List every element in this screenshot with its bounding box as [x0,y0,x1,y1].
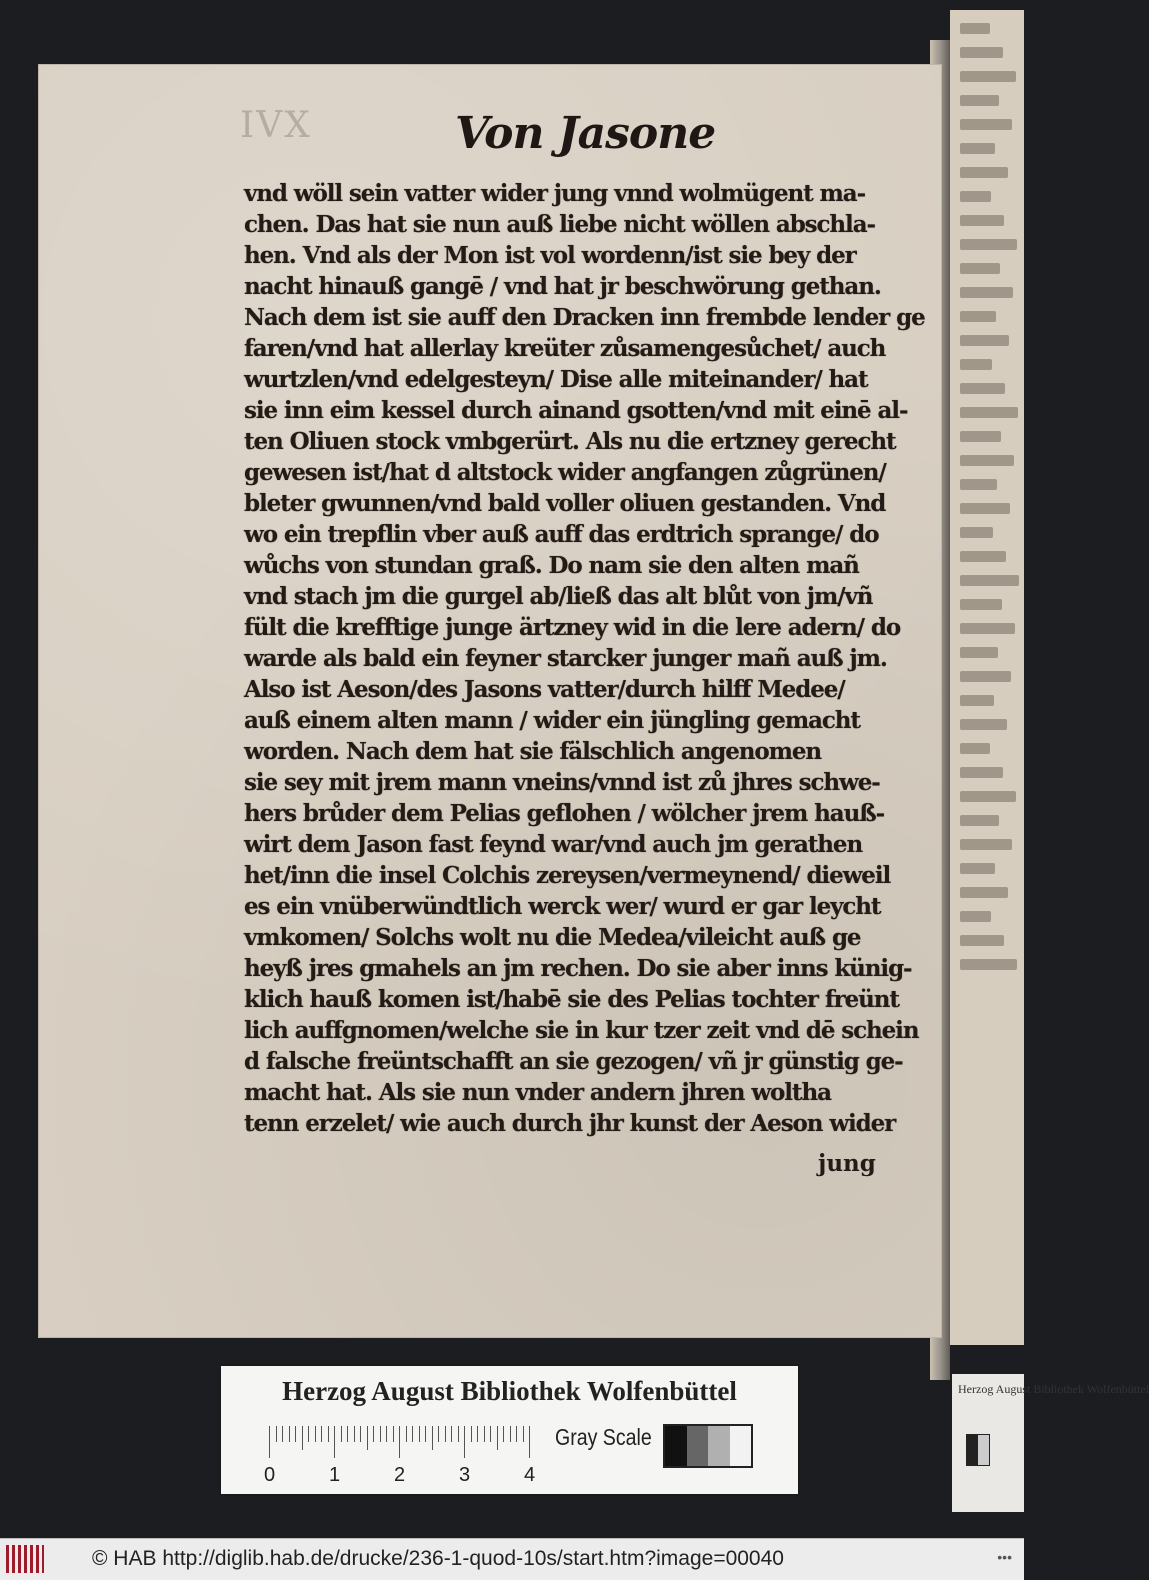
ruler-tick [276,1426,277,1442]
text-line: worden. Nach dem hat sie fälschlich angenomen [244,738,822,765]
ruler-tick [464,1426,465,1458]
adjacent-page [950,10,1024,1345]
text-line: wo ein trepflin vber auß auff das erdtrich sprange/ do [244,521,879,548]
ruler-tick [497,1426,498,1450]
adjacent-text-line [960,263,1000,274]
ruler-tick [445,1426,446,1442]
ruler-tick [451,1426,452,1442]
adjacent-text-line [960,815,999,826]
ruler-tick [399,1426,400,1458]
ruler-number: 3 [459,1464,471,1486]
text-line: wůchs von stundan graß. Do nam sie den alten mañ [244,552,859,579]
scale-card [221,1366,798,1494]
text-line: hers brůder dem Pelias geflohen / wölcher jrem hauß- [244,800,885,827]
adjacent-text-line [960,359,992,370]
adjacent-text-line [960,527,993,538]
text-line: vnd wöll sein vatter wider jung vnnd wolmügent ma- [244,180,866,207]
text-line: macht hat. Als sie nun vnder andern jhren woltha [244,1079,831,1106]
ruler-tick [490,1426,491,1442]
text-line: vmkomen/ Solchs wolt nu die Medea/vileicht auß ge [244,924,861,951]
adjacent-text-line [960,551,1006,562]
text-line: d falsche freüntschafft an sie gezogen/ vñ jr günstig ge- [244,1048,903,1075]
ruler-tick [328,1426,329,1442]
ruler-tick [425,1426,426,1442]
ruler-tick [432,1426,433,1450]
ruler-tick [341,1426,342,1442]
ruler-tick [354,1426,355,1442]
ruler-tick [503,1426,504,1442]
text-line: chen. Das hat sie nun auß liebe nicht wöllen abschla- [244,211,875,238]
text-line: klich hauß komen ist/habē sie des Pelias tochter freünt [244,986,899,1013]
text-line: sie inn eim kessel durch ainand gsotten/vnd mit einē al- [244,397,908,424]
adjacent-text-line [960,695,994,706]
ruler-tick [315,1426,316,1442]
adjacent-text-line [960,503,1010,514]
adjacent-text-line [960,407,1018,418]
gray-swatch [730,1426,752,1466]
ruler-tick [367,1426,368,1450]
ruler-number: 0 [264,1464,276,1486]
text-line: faren/vnd hat allerlay kreüter zůsamengesůchet/ auch [244,335,886,362]
ruler-number: 2 [394,1464,406,1486]
text-line: hen. Vnd als der Mon ist vol wordenn/ist sie bey der [244,242,856,269]
adjacent-text-line [960,47,1003,58]
adjacent-text-line [960,191,991,202]
text-line: warde als bald ein feyner starcker junger mañ auß jm. [244,645,887,672]
text-line: wirt dem Jason fast feynd war/vnd auch jm gerathen [244,831,863,858]
adjacent-text-line [960,167,1008,178]
ruler-tick [484,1426,485,1442]
adjacent-text-line [960,119,1012,130]
text-line: het/inn die insel Colchis zereysen/vermeynend/ dieweil [244,862,891,889]
ruler-tick [269,1426,270,1458]
bleed-through-text: IVX [240,105,312,146]
gray-swatch [665,1426,687,1466]
text-line: ten Oliuen stock vmbgerürt. Als nu die ertzney gerecht [244,428,896,455]
adjacent-text-line [960,575,1019,586]
text-line: gewesen ist/hat d altstock wider angfangen zůgrünen/ [244,459,886,486]
text-line: Also ist Aeson/des Jasons vatter/durch hilff Medee/ [244,676,845,703]
adjacent-text-line [960,287,1013,298]
adjacent-text-line [960,335,1009,346]
ruler-tick [406,1426,407,1442]
adjacent-text-line [960,239,1017,250]
ruler-tick [477,1426,478,1442]
ruler-tick [516,1426,517,1442]
text-line: vnd stach jm die gurgel ab/ließ das alt blůt von jm/vñ [244,583,873,610]
ruler-tick [289,1426,290,1442]
gray-swatch [687,1426,709,1466]
gray-scale-swatches [663,1424,753,1468]
adjacent-text-line [960,767,1003,778]
adjacent-text-line [960,311,996,322]
adjacent-text-line [960,743,990,754]
adjacent-text-line [960,791,1016,802]
ruler-number: 4 [524,1464,536,1486]
ruler-tick [386,1426,387,1442]
text-line: Nach dem ist sie auff den Dracken inn frembde lender ge [244,304,925,331]
text-block [244,178,925,1139]
text-line: nacht hinauß gangē / vnd hat jr beschwörung gethan. [244,273,881,300]
adjacent-text-line [960,143,995,154]
adjacent-text-line [960,599,1002,610]
ruler-tick [360,1426,361,1442]
ruler-number: 1 [329,1464,341,1486]
adjacent-text-line [960,863,995,874]
adjacent-text-line [960,455,1014,466]
adjacent-text-line [960,911,991,922]
adjacent-text-line [960,839,1012,850]
adjacent-text-line [960,671,1011,682]
ruler-tick [510,1426,511,1442]
adjacent-text-line [960,23,990,34]
ruler-tick [295,1426,296,1442]
ruler-tick [412,1426,413,1442]
adjacent-text-line [960,887,1008,898]
institution-name: Herzog August Bibliothek Wolfenbüttel [282,1376,737,1406]
ruler-tick [458,1426,459,1442]
text-line: sie sey mit jrem mann vneins/vnnd ist zů jhres schwe- [244,769,880,796]
adjacent-text-line [960,719,1007,730]
ruler-tick [373,1426,374,1442]
adjacent-text-line [960,647,998,658]
adjacent-text-line [960,623,1015,634]
adjacent-scale-card [952,1374,1149,1512]
ruler [264,1426,539,1486]
ruler-tick [393,1426,394,1442]
ruler-tick [302,1426,303,1450]
adjacent-institution-name: Herzog August Bibliothek Wolfenbüttel [958,1382,1149,1396]
gray-scale-label: Gray Scale [555,1424,652,1450]
ruler-tick [282,1426,283,1442]
text-line: fült die krefftige junge ärtzney wid in die lere adern/ do [244,614,901,641]
adjacent-swatch [966,1434,990,1466]
footer-bar [0,1538,1024,1580]
ruler-tick [380,1426,381,1442]
text-line: bleter gwunnen/vnd bald voller oliuen gestanden. Vnd [244,490,886,517]
ruler-tick [308,1426,309,1442]
text-line: heyß jres gmahels an jm rechen. Do sie aber inns künig- [244,955,912,982]
ruler-tick [471,1426,472,1442]
source-url[interactable]: © HAB http://diglib.hab.de/drucke/236-1-quod-10s/start.htm?image=00040 [92,1547,784,1570]
ruler-tick [419,1426,420,1442]
ruler-tick [347,1426,348,1442]
catchword: jung [818,1150,876,1177]
more-dots-icon[interactable]: ••• [997,1549,1012,1565]
adjacent-text-line [960,95,999,106]
text-line: auß einem alten mann / wider ein jüngling gemacht [244,707,860,734]
text-line: lich auffgnomen/welche sie in kur tzer zeit vnd dē schein [244,1017,919,1044]
hab-logo-icon [6,1545,44,1573]
adjacent-text-line [960,935,1004,946]
running-head: Von Jasone [455,108,716,159]
adjacent-text-line [960,959,1017,970]
ruler-tick [334,1426,335,1458]
text-line: wurtzlen/vnd edelgesteyn/ Dise alle miteinander/ hat [244,366,868,393]
text-line: es ein vnüberwündtlich werck wer/ wurd er gar leycht [244,893,881,920]
ruler-tick [321,1426,322,1442]
adjacent-text-line [960,431,1001,442]
adjacent-text-line [960,479,997,490]
adjacent-text-line [960,383,1005,394]
adjacent-text-line [960,215,1004,226]
ruler-tick [529,1426,530,1458]
adjacent-text-line [960,71,1016,82]
gray-swatch [708,1426,730,1466]
ruler-tick [523,1426,524,1442]
text-line: tenn erzelet/ wie auch durch jhr kunst der Aeson wider [244,1110,896,1137]
ruler-tick [438,1426,439,1442]
